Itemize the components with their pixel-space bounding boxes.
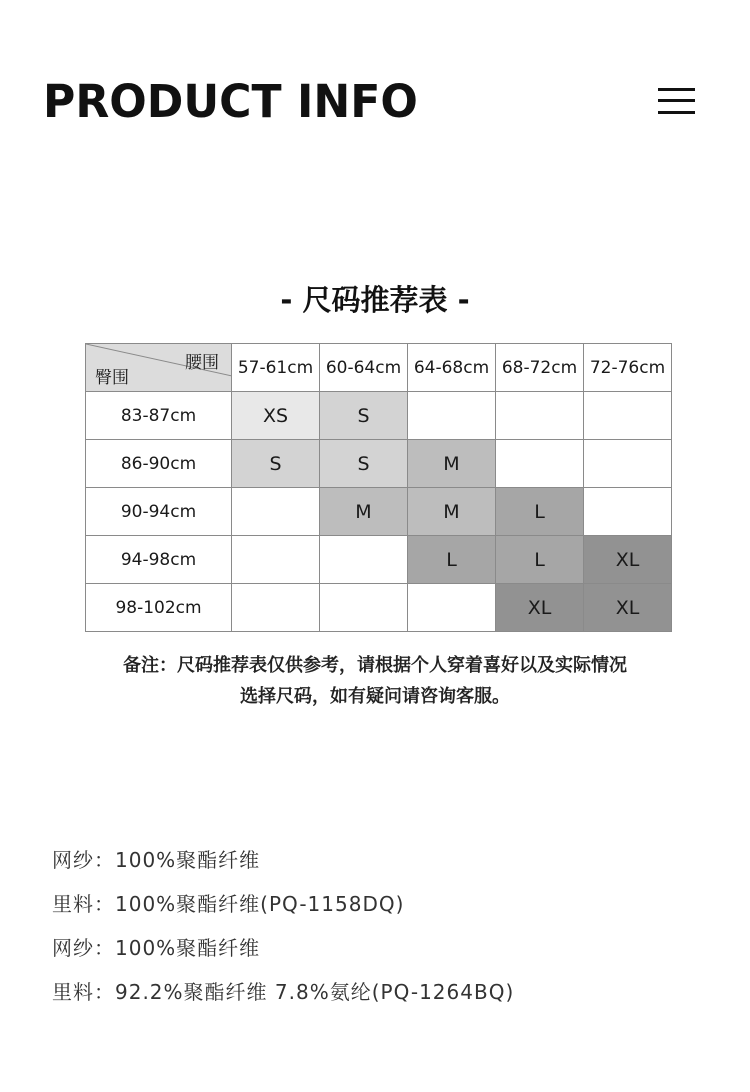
- size-cell-xl: XL: [584, 536, 672, 584]
- table-row: [86, 536, 672, 584]
- column-header: 57-61cm: [232, 344, 320, 392]
- size-cell-empty: [408, 584, 496, 632]
- waist-axis-label: 腰围: [185, 353, 219, 373]
- menu-bar: [658, 111, 695, 114]
- size-cell-empty: [232, 536, 320, 584]
- row-header: 83-87cm: [86, 392, 232, 440]
- size-cell-l: L: [496, 536, 584, 584]
- size-cell-xl: XL: [584, 584, 672, 632]
- size-cell-empty: [408, 392, 496, 440]
- size-cell-empty: [584, 488, 672, 536]
- size-cell-empty: [320, 536, 408, 584]
- column-header: 72-76cm: [584, 344, 672, 392]
- menu-bar: [658, 88, 695, 91]
- size-cell-empty: [584, 392, 672, 440]
- table-row: [86, 488, 672, 536]
- material-line: 里料：100%聚酯纤维(PQ-1158DQ): [52, 892, 405, 916]
- material-list: [52, 842, 514, 1018]
- table-row: [86, 440, 672, 488]
- row-header: 98-102cm: [86, 584, 232, 632]
- column-header: 60-64cm: [320, 344, 408, 392]
- size-cell-m: M: [408, 440, 496, 488]
- column-header: 64-68cm: [408, 344, 496, 392]
- row-header: 86-90cm: [86, 440, 232, 488]
- material-line: 里料：92.2%聚酯纤维 7.8%氨纶(PQ-1264BQ): [52, 980, 515, 1004]
- size-cell-empty: [320, 584, 408, 632]
- note-line: 选择尺码，如有疑问请咨询客服。: [240, 686, 510, 707]
- hamburger-menu-icon[interactable]: [658, 86, 695, 116]
- row-header: 94-98cm: [86, 536, 232, 584]
- material-line: 网纱：100%聚酯纤维: [52, 936, 261, 960]
- table-row: [86, 584, 672, 632]
- page-title: PRODUCT INFO: [43, 75, 418, 128]
- size-cell-s: S: [320, 392, 408, 440]
- size-cell-l: L: [408, 536, 496, 584]
- size-cell-l: L: [496, 488, 584, 536]
- size-cell-s: S: [320, 440, 408, 488]
- size-note: [0, 650, 750, 712]
- table-header-row: [86, 344, 672, 392]
- size-cell-empty: [496, 392, 584, 440]
- menu-bar: [658, 99, 695, 102]
- size-cell-empty: [496, 440, 584, 488]
- note-line: 备注：尺码推荐表仅供参考，请根据个人穿着喜好以及实际情况: [123, 655, 627, 676]
- size-chart-table: [85, 343, 672, 632]
- size-cell-empty: [232, 584, 320, 632]
- size-cell-empty: [584, 440, 672, 488]
- hip-axis-label: 臀围: [95, 368, 129, 388]
- size-cell-empty: [232, 488, 320, 536]
- column-header: 68-72cm: [496, 344, 584, 392]
- table-row: [86, 392, 672, 440]
- size-cell-xs: XS: [232, 392, 320, 440]
- row-header: 90-94cm: [86, 488, 232, 536]
- size-cell-s: S: [232, 440, 320, 488]
- material-line: 网纱：100%聚酯纤维: [52, 848, 261, 872]
- size-cell-m: M: [320, 488, 408, 536]
- size-chart-title: - 尺码推荐表 -: [280, 283, 470, 317]
- table-corner-cell: [86, 344, 232, 392]
- size-cell-xl: XL: [496, 584, 584, 632]
- size-cell-m: M: [408, 488, 496, 536]
